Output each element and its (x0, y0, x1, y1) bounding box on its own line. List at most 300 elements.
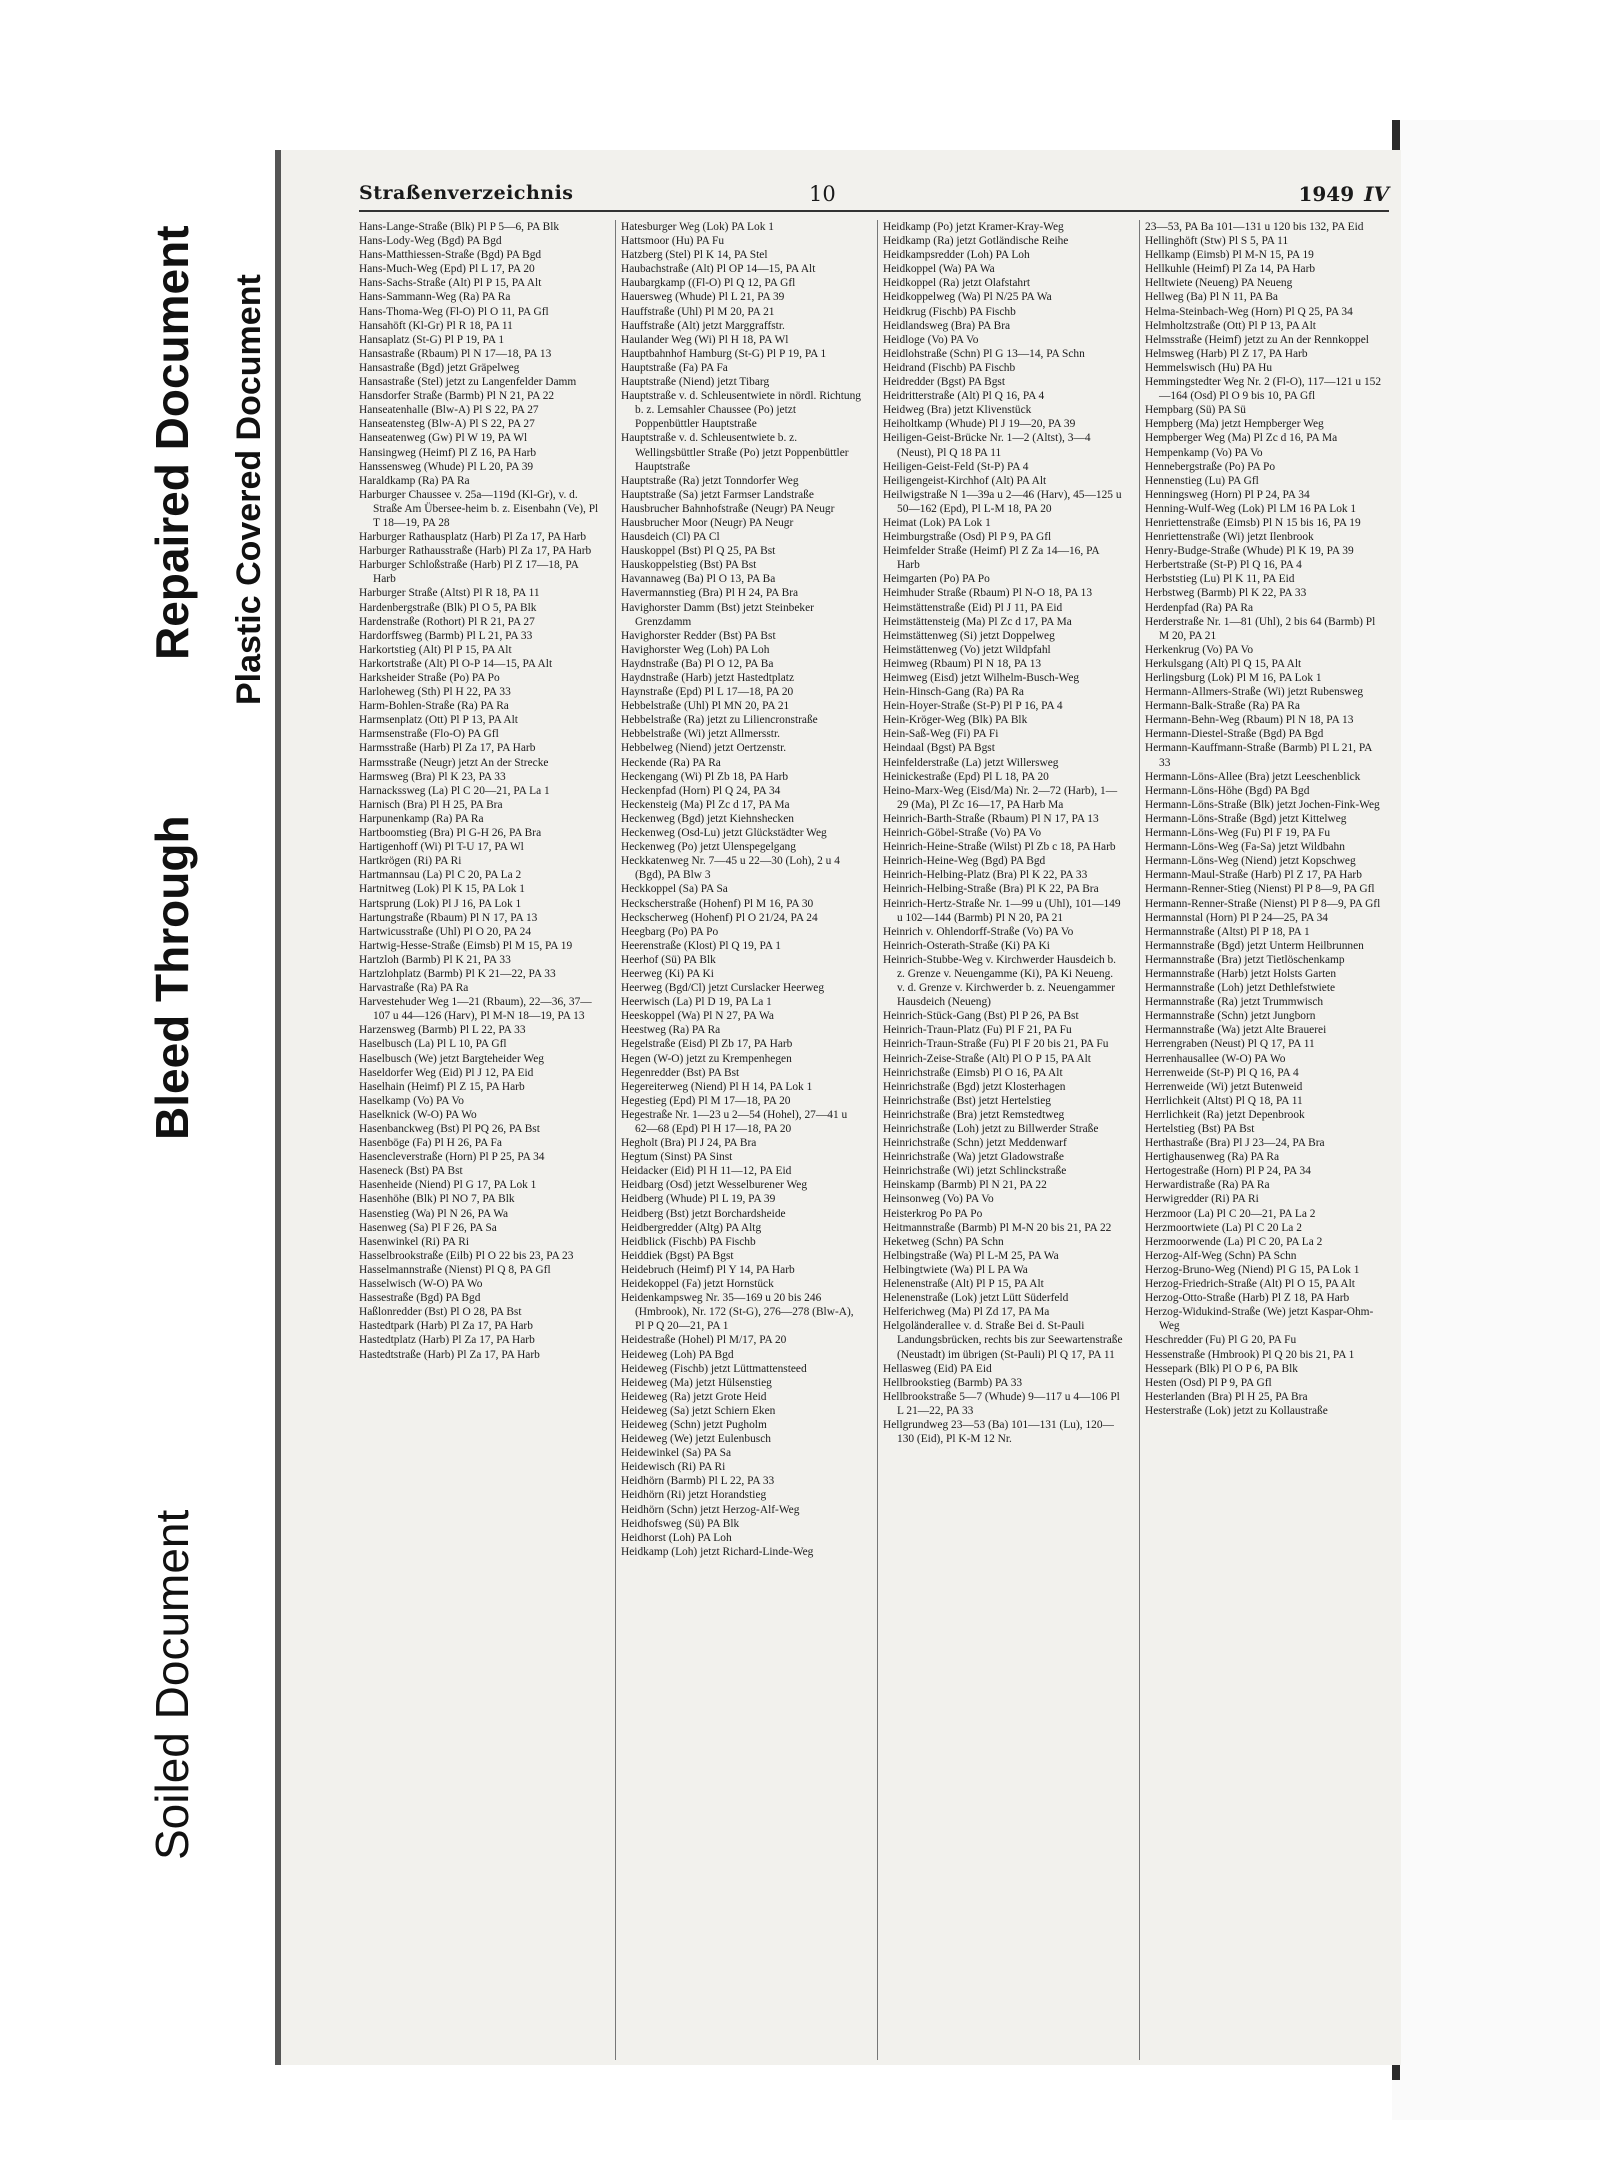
street-entry: Hermann-Löns-Allee (Bra) jetzt Leeschenblick (1145, 770, 1361, 783)
street-entry: Heideweg (Ra) jetzt Grote Heid (621, 1390, 767, 1403)
street-entry: Hastedtpark (Harb) Pl Za 17, PA Harb (359, 1320, 533, 1333)
street-entry: Hans-Thoma-Weg (Fl-O) Pl O 11, PA Gfl (359, 305, 549, 318)
street-entry: Harmsenplatz (Ott) Pl P 13, PA Alt (359, 714, 518, 727)
street-entry: Herzmoortwiete (La) Pl C 20 La 2 (1145, 1221, 1302, 1234)
document-page (275, 150, 1401, 2065)
street-entry: Hellweg (Ba) Pl N 11, PA Ba (1145, 291, 1278, 304)
street-entry: Heidhorst (Loh) PA Loh (621, 1531, 732, 1544)
street-entry: Hansingweg (Heimf) Pl Z 16, PA Harb (359, 446, 537, 459)
street-entry: Helmsstraße (Heimf) jetzt zu An der Rennkoppel (1145, 333, 1369, 346)
street-entry: Hesterlanden (Bra) Pl H 25, PA Bra (1145, 1390, 1308, 1403)
street-entry: Hegestraße Nr. 1—23 u 2—54 (Hohel), 27—41 u 62—68 (Epd) Pl H 17—18, PA 20 (621, 1108, 848, 1135)
street-entry: Herrengraben (Neust) Pl Q 17, PA 11 (1145, 1038, 1315, 1051)
street-entry: Herzmoorwende (La) Pl C 20, PA La 2 (1145, 1235, 1323, 1248)
street-entry: Hermannstraße (Bra) jetzt Tietlöschenkamp (1145, 953, 1345, 966)
street-entry: Hanseatensteg (Blw-A) Pl S 22, PA 27 (359, 418, 535, 431)
street-entry: Heimhuder Straße (Rbaum) Pl N-O 18, PA 13 (883, 587, 1093, 600)
street-entry: Haselknick (W-O) PA Wo (359, 1108, 477, 1121)
street-entry: Heidenkampsweg Nr. 35—169 u 20 bis 246 (Hmbrook), Nr. 172 (St-G), 276—278 (Blw-A), Pl P Q 20—21, PA 1 (621, 1292, 854, 1333)
street-entry: Herrlichkeit (Altst) Pl Q 18, PA 11 (1145, 1094, 1303, 1107)
street-entry: Hertighausenweg (Ra) PA Ra (1145, 1151, 1280, 1164)
street-entry: Hauptbahnhof Hamburg (St-G) Pl P 19, PA 1 (621, 347, 827, 360)
street-entry: Heckkoppel (Sa) PA Sa (621, 883, 728, 896)
street-column-3 (883, 220, 1123, 2060)
street-entry: Haydnstraße (Ba) Pl O 12, PA Ba (621, 657, 774, 670)
street-entry: Haselbusch (We) jetzt Bargteheider Weg (359, 1052, 544, 1065)
street-entry: Heckenweg (Po) jetzt Ulenspegelgang (621, 841, 796, 854)
street-entry: Hastedtstraße (Harb) Pl Za 17, PA Harb (359, 1348, 540, 1361)
street-entry: Heinrichstraße (Wa) jetzt Gladowstraße (883, 1151, 1064, 1164)
street-entry: Harburger Schloßstraße (Harb) Pl Z 17—18, PA Harb (359, 559, 579, 586)
street-entry: Hellinghöft (Stw) Pl S 5, PA 11 (1145, 235, 1289, 248)
volume-numeral: IV (1364, 182, 1389, 206)
street-entry: Heidestraße (Hohel) Pl M/17, PA 20 (621, 1334, 787, 1347)
street-entry: Hartungstraße (Rbaum) Pl N 17, PA 13 (359, 911, 538, 924)
street-entry: Heidebruch (Heimf) Pl Y 14, PA Harb (621, 1263, 795, 1276)
street-entry: Heinrichstraße (Schn) jetzt Meddenwarf (883, 1137, 1067, 1150)
street-entry: Heidewisch (Ri) PA Ri (621, 1461, 726, 1474)
street-entry: Hartwig-Hesse-Straße (Eimsb) Pl M 15, PA 19 (359, 939, 573, 952)
street-entry: Haselkamp (Vo) PA Vo (359, 1094, 464, 1107)
street-entry: Henriettenstraße (Wi) jetzt Ilenbrook (1145, 531, 1314, 544)
street-entry: Hermann-Balk-Straße (Ra) PA Ra (1145, 700, 1300, 713)
street-entry: Heidkoppel (Ra) jetzt Olafstahrt (883, 277, 1031, 290)
street-entry: Heimstättenstraße (Eid) Pl J 11, PA Eid (883, 601, 1063, 614)
street-entry: Heinickestraße (Epd) Pl L 18, PA 20 (883, 770, 1049, 783)
street-entry: Heinrichstraße (Wi) jetzt Schlinckstraße (883, 1165, 1067, 1178)
street-entry: Heinrich-Göbel-Straße (Vo) PA Vo (883, 827, 1042, 840)
street-entry: Hermann-Löns-Straße (Blk) jetzt Jochen-Fink-Weg (1145, 798, 1380, 811)
street-entry: Hasselmannstraße (Nienst) Pl Q 8, PA Gfl (359, 1263, 551, 1276)
street-entry: Heinrichstraße (Eimsb) Pl O 16, PA Alt (883, 1066, 1063, 1079)
street-entry: Heideweg (We) jetzt Eulenbusch (621, 1433, 771, 1446)
street-entry: Hermannstraße (Ra) jetzt Trummwisch (1145, 996, 1324, 1009)
street-entry: Harkortstieg (Alt) Pl P 15, PA Alt (359, 643, 512, 656)
street-entry: Herrenweide (Wi) jetzt Butenweid (1145, 1080, 1303, 1093)
street-entry: Hasselbrookstraße (Eilb) Pl O 22 bis 23, PA 23 (359, 1249, 574, 1262)
street-entry: Haynstraße (Epd) Pl L 17—18, PA 20 (621, 686, 794, 699)
street-entry: Hartkrögen (Ri) PA Ri (359, 855, 462, 868)
street-entry: Harpunenkamp (Ra) PA Ra (359, 812, 484, 825)
street-entry: Hansastraße (Stel) jetzt zu Langenfelder Damm (359, 376, 577, 389)
street-entry: Heidberg (Bst) jetzt Borchardsheide (621, 1207, 786, 1220)
street-entry: Heinrich-Hertz-Straße Nr. 1—99 u (Uhl), 101—149 u 102—144 (Barmb) Pl N 20, PA 21 (883, 897, 1121, 924)
street-entry: Hesten (Osd) Pl P 9, PA Gfl (1145, 1376, 1272, 1389)
street-entry: Helbingstraße (Wa) Pl L-M 25, PA Wa (883, 1249, 1059, 1262)
street-entry: Herrlichkeit (Ra) jetzt Depenbrook (1145, 1108, 1305, 1121)
street-entry: Heidhörn (Schn) jetzt Herzog-Alf-Weg (621, 1503, 800, 1516)
street-entry: Hassestraße (Bgd) PA Bgd (359, 1292, 481, 1305)
street-entry: Hein-Saß-Weg (Fi) PA Fi (883, 728, 999, 741)
street-entry: Harnisch (Bra) Pl H 25, PA Bra (359, 798, 503, 811)
street-entry: Hardenstraße (Rothort) Pl R 21, PA 27 (359, 615, 535, 628)
street-entry: Hermann-Löns-Straße (Bgd) jetzt Kittelweg (1145, 812, 1347, 825)
street-entry: 23—53, PA Ba 101—131 u 120 bis 132, PA Eid (1145, 221, 1364, 233)
street-entry: Herwigredder (Ri) PA Ri (1145, 1193, 1259, 1206)
street-entry: Hessepark (Blk) Pl O P 6, PA Blk (1145, 1362, 1298, 1375)
column-divider (1139, 220, 1140, 2060)
street-entry: Hermann-Maul-Straße (Harb) Pl Z 17, PA Harb (1145, 869, 1362, 882)
street-entry: Herrenweide (St-P) Pl Q 16, PA 4 (1145, 1066, 1299, 1079)
street-entry: Herthastraße (Bra) Pl J 23—24, PA Bra (1145, 1137, 1325, 1150)
street-entry: Heimstättenweg (Vo) jetzt Wildpfahl (883, 643, 1051, 656)
street-entry: Hasenweg (Sa) Pl F 26, PA Sa (359, 1221, 497, 1234)
street-entry: Heidberg (Whude) Pl L 19, PA 39 (621, 1193, 776, 1206)
street-entry: Hatzberg (Stel) Pl K 14, PA Stel (621, 249, 768, 262)
street-entry: Haraldkamp (Ra) PA Ra (359, 474, 470, 487)
street-entry: Helmsweg (Harb) Pl Z 17, PA Harb (1145, 347, 1308, 360)
street-entry: Heinrichstraße (Loh) jetzt zu Billwerder Straße (883, 1123, 1099, 1135)
street-entry: Heiddiek (Bgst) PA Bgst (621, 1249, 734, 1262)
street-entry: Hardenbergstraße (Blk) Pl O 5, PA Blk (359, 601, 537, 614)
street-entry: Hessenstraße (Hmbrook) Pl Q 20 bis 21, PA 1 (1145, 1348, 1355, 1361)
street-entry: Hempberger Weg (Ma) Pl Zc d 16, PA Ma (1145, 432, 1338, 445)
street-entry: Hebbelstraße (Uhl) Pl MN 20, PA 21 (621, 700, 790, 713)
street-entry: Harburger Rathausstraße (Harb) Pl Za 17, PA Harb (359, 545, 592, 558)
street-entry: Heinrich-Heine-Weg (Bgd) PA Bgd (883, 855, 1046, 868)
street-entry: Heimweg (Eisd) jetzt Wilhelm-Busch-Weg (883, 672, 1080, 684)
street-entry: Heinrich-Traun-Straße (Fu) Pl F 20 bis 21, PA Fu (883, 1038, 1109, 1051)
header-rule (359, 210, 1389, 212)
street-entry: Hansahöft (Kl-Gr) Pl R 18, PA 11 (359, 319, 513, 332)
street-entry: Hemmingstedter Weg Nr. 2 (Fl-O), 117—121 u 152—164 (Osd) Pl O 9 bis 10, PA Gfl (1145, 376, 1382, 403)
street-entry: Heidblick (Fischb) PA Fischb (621, 1235, 756, 1248)
column-divider (877, 220, 878, 2060)
street-column-1 (359, 220, 599, 2060)
street-entry: Harmsstraße (Harb) Pl Za 17, PA Harb (359, 742, 536, 755)
street-entry: Helltwiete (Neueng) PA Neueng (1145, 277, 1293, 290)
street-entry: Hermann-Renner-Straße (Nienst) Pl P 8—9, PA Gfl (1145, 897, 1381, 910)
street-entry: Heinrich-Stubbe-Weg v. Kirchwerder Hausdeich b. z. Grenze v. Neuengamme (Ki), PA Ki Neueng. v. d. Grenze v. Kirchwerder b. z. Neuengammer Hausdeich (Neueng) (883, 953, 1117, 1009)
street-entry: Heidritterstraße (Alt) Pl Q 16, PA 4 (883, 390, 1045, 403)
street-entry: Hauptstraße (Sa) jetzt Farmser Landstraße (621, 488, 814, 501)
street-entry: Heinrich-Barth-Straße (Rbaum) Pl N 17, PA 13 (883, 812, 1099, 825)
street-entry: Hartzlohplatz (Barmb) Pl K 21—22, PA 33 (359, 967, 556, 980)
street-entry: Hermann-Behn-Weg (Rbaum) Pl N 18, PA 13 (1145, 714, 1354, 727)
street-entry: Heketweg (Schn) PA Schn (883, 1235, 1004, 1248)
label-bleed-through: Bleed Through (146, 815, 198, 1140)
street-entry: Hausdeich (Cl) PA Cl (621, 531, 720, 544)
street-entry: Hauffstraße (Alt) jetzt Marggraffstr. (621, 319, 785, 332)
street-entry: Heckenweg (Bgd) jetzt Kiehnshecken (621, 812, 795, 825)
street-entry: Helma-Steinbach-Weg (Horn) Pl Q 25, PA 34 (1145, 305, 1353, 318)
street-entry: Hermann-Löns-Weg (Fa-Sa) jetzt Wildbahn (1145, 841, 1345, 854)
street-entry: Herzog-Widukind-Straße (We) jetzt Kaspar-Ohm-Weg (1145, 1306, 1374, 1333)
street-entry: Hellasweg (Eid) PA Eid (883, 1362, 992, 1375)
street-entry: Hanssensweg (Whude) Pl L 20, PA 39 (359, 460, 534, 473)
street-entry: Herzog-Bruno-Weg (Niend) Pl G 15, PA Lok 1 (1145, 1263, 1360, 1276)
street-entry: Herrenhausallee (W-O) PA Wo (1145, 1052, 1286, 1065)
street-entry: Heidbergredder (Altg) PA Altg (621, 1221, 762, 1234)
street-entry: Hegholt (Bra) Pl J 24, PA Bra (621, 1137, 757, 1150)
street-entry: Hellbrookstraße 5—7 (Whude) 9—117 u 4—106 Pl L 21—22, PA 33 (883, 1390, 1120, 1417)
street-entry: Havighorster Weg (Loh) PA Loh (621, 643, 770, 656)
street-entry: Hermannstraße (Altst) Pl P 18, PA 1 (1145, 925, 1310, 938)
street-entry: Heckengang (Wi) Pl Zb 18, PA Harb (621, 770, 789, 783)
street-entry: Heiligen-Geist-Feld (St-P) PA 4 (883, 460, 1029, 473)
street-entry: Hans-Sachs-Straße (Alt) Pl P 15, PA Alt (359, 277, 542, 290)
street-entry: Heeskoppel (Wa) Pl N 27, PA Wa (621, 1010, 774, 1023)
street-entry: Harloheweg (Sth) Pl H 22, PA 33 (359, 686, 511, 699)
street-entry: Heiholtkamp (Whude) Pl J 19—20, PA 39 (883, 418, 1076, 431)
street-entry: Heidkamp (Po) jetzt Kramer-Kray-Weg (883, 221, 1064, 233)
street-entry: Helferichweg (Ma) Pl Zd 17, PA Ma (883, 1306, 1050, 1319)
street-entry: Heinrich-Stück-Gang (Bst) Pl P 26, PA Bst (883, 1010, 1079, 1023)
street-entry: Heschredder (Fu) Pl G 20, PA Fu (1145, 1334, 1297, 1347)
street-entry: Heinrich-Osterath-Straße (Ki) PA Ki (883, 939, 1050, 952)
street-entry: Heinrichstraße (Bgd) jetzt Klosterhagen (883, 1080, 1066, 1093)
street-entry: Heidkamp (Ra) jetzt Gotländische Reihe (883, 235, 1069, 248)
street-entry: Hermannstraße (Wa) jetzt Alte Brauerei (1145, 1024, 1327, 1037)
street-entry: Heckscherstraße (Hohenf) Pl M 16, PA 30 (621, 897, 814, 910)
street-entry: Harnackssweg (La) Pl C 20—21, PA La 1 (359, 784, 550, 797)
street-entry: Hardorffsweg (Barmb) Pl L 21, PA 33 (359, 629, 533, 642)
street-entry: Hermann-Allmers-Straße (Wi) jetzt Rubensweg (1145, 686, 1364, 699)
street-entry: Hanseatenweg (Gw) Pl W 19, PA Wl (359, 432, 528, 445)
street-entry: Hauffstraße (Uhl) Pl M 20, PA 21 (621, 305, 775, 318)
street-entry: Heinskamp (Barmb) Pl N 21, PA 22 (883, 1179, 1047, 1192)
street-entry: Herdenpfad (Ra) PA Ra (1145, 601, 1254, 614)
street-entry: Hartboomstieg (Bra) Pl G-H 26, PA Bra (359, 827, 542, 840)
street-entry: Hatesburger Weg (Lok) PA Lok 1 (621, 221, 774, 233)
label-repaired-document: Repaired Document (146, 225, 198, 660)
facing-page-edge (1392, 120, 1600, 2120)
street-entry: Harmsstraße (Neugr) jetzt An der Strecke (359, 756, 549, 769)
street-entry: Heinrich-Heine-Straße (Wilst) Pl Zb c 18, PA Harb (883, 841, 1116, 854)
street-entry: Hartsprung (Lok) Pl J 16, PA Lok 1 (359, 897, 522, 910)
street-entry: Henningsweg (Horn) Pl P 24, PA 34 (1145, 488, 1310, 501)
street-entry: Hebbelstraße (Wi) jetzt Allmersstr. (621, 728, 780, 741)
street-entry: Herbststieg (Lu) Pl K 11, PA Eid (1145, 573, 1295, 586)
street-entry: Hegenredder (Bst) PA Bst (621, 1066, 740, 1079)
street-entry: Heidloge (Vo) PA Vo (883, 333, 979, 346)
street-entry: Hermann-Löns-Weg (Fu) Pl F 19, PA Fu (1145, 827, 1331, 840)
street-entry: Harvastraße (Ra) PA Ra (359, 982, 469, 995)
street-entry: Herbertstraße (St-P) Pl Q 16, PA 4 (1145, 559, 1302, 572)
street-entry: Herkenkrug (Vo) PA Vo (1145, 643, 1254, 656)
street-entry: Hegelstraße (Eisd) Pl Zb 17, PA Harb (621, 1038, 793, 1051)
street-entry: Hegestieg (Epd) Pl M 17—18, PA 20 (621, 1094, 791, 1107)
street-entry: Henry-Budge-Straße (Whude) Pl K 19, PA 39 (1145, 545, 1354, 558)
street-entry: Heerenstraße (Klost) Pl Q 19, PA 1 (621, 939, 781, 952)
street-entry: Heerwisch (La) Pl D 19, PA La 1 (621, 996, 772, 1009)
street-entry: Harkortstraße (Alt) Pl O-P 14—15, PA Alt (359, 657, 553, 670)
street-entry: Hasenwinkel (Ri) PA Ri (359, 1235, 470, 1248)
street-entry: Hesterstraße (Lok) jetzt zu Kollaustraße (1145, 1404, 1328, 1417)
street-entry: Hempbarg (Sü) PA Sü (1145, 404, 1246, 417)
street-entry: Hempberg (Ma) jetzt Hempberger Weg (1145, 418, 1324, 431)
street-entry: Hauskoppel (Bst) Pl Q 25, PA Bst (621, 545, 776, 558)
street-entry: Heidweg (Bra) jetzt Klivenstück (883, 404, 1032, 417)
street-entry: Heidhörn (Ri) jetzt Horandstieg (621, 1489, 767, 1502)
street-entry: Hermannstal (Horn) Pl P 24—25, PA 34 (1145, 911, 1328, 924)
classification-sidebar (0, 0, 270, 2177)
street-entry: Heiligengeist-Kirchhof (Alt) PA Alt (883, 474, 1047, 487)
street-entry: Heimburgstraße (Osd) Pl P 9, PA Gfl (883, 531, 1052, 544)
street-entry: Heilwigstraße N 1—39a u 2—46 (Harv), 45—125 u 50—162 (Epd), Pl L-M 18, PA 20 (883, 488, 1122, 515)
street-entry: Heimweg (Rbaum) Pl N 18, PA 13 (883, 657, 1042, 670)
street-entry: Hans-Sammann-Weg (Ra) PA Ra (359, 291, 511, 304)
street-entry: Haßlonredder (Bst) Pl O 28, PA Bst (359, 1306, 522, 1319)
street-entry: Herzmoor (La) Pl C 20—21, PA La 2 (1145, 1207, 1316, 1220)
street-entry: Hellbrookstieg (Barmb) PA 33 (883, 1376, 1023, 1389)
street-entry: Hauptstraße (Fa) PA Fa (621, 361, 728, 374)
street-entry: Herderstraße Nr. 1—81 (Uhl), 2 bis 64 (Barmb) Pl M 20, PA 21 (1145, 615, 1376, 642)
street-entry: Hein-Hinsch-Gang (Ra) PA Ra (883, 686, 1024, 699)
street-entry: Heimgarten (Po) PA Po (883, 573, 990, 586)
street-entry: Hasencleverstraße (Horn) Pl P 25, PA 34 (359, 1151, 545, 1164)
street-entry: Hansastraße (Bgd) jetzt Gräpelweg (359, 361, 520, 374)
street-entry: Hausbrucher Moor (Neugr) PA Neugr (621, 516, 794, 529)
street-entry: Harburger Chaussee v. 25a—119d (Kl-Gr), v. d. Straße Am Übersee-heim b. z. Eisenbahn (Ve), Pl T 18—19, PA 28 (359, 488, 599, 529)
street-entry: Hermann-Kauffmann-Straße (Barmb) Pl L 21, PA 33 (1145, 742, 1372, 769)
street-entry: Hartwicusstraße (Uhl) Pl O 20, PA 24 (359, 925, 532, 938)
street-entry: Heideweg (Loh) PA Bgd (621, 1348, 734, 1361)
street-entry: Hempenkamp (Vo) PA Vo (1145, 446, 1263, 459)
street-entry: Hennebergstraße (Po) PA Po (1145, 460, 1276, 473)
street-entry: Heimfelder Straße (Heimf) Pl Z Za 14—16, PA Harb (883, 545, 1099, 572)
street-entry: Heidkampsredder (Loh) PA Loh (883, 249, 1030, 262)
street-entry: Hermann-Renner-Stieg (Nienst) Pl P 8—9, PA Gfl (1145, 883, 1375, 896)
street-entry: Heidkamp (Loh) jetzt Richard-Linde-Weg (621, 1545, 814, 1558)
page-year: 1949 IV (1298, 182, 1389, 206)
street-entry: Heckenweg (Osd-Lu) jetzt Glückstädter Weg (621, 827, 827, 840)
street-entry: Haseneck (Bst) PA Bst (359, 1165, 463, 1178)
street-entry: Hartmannsau (La) Pl C 20, PA La 2 (359, 869, 522, 882)
street-entry: Henning-Wulf-Weg (Lok) Pl LM 16 PA Lok 1 (1145, 502, 1357, 515)
street-entry: Hartzloh (Barmb) Pl K 21, PA 33 (359, 953, 511, 966)
street-entry: Hellkuhle (Heimf) Pl Za 14, PA Harb (1145, 263, 1316, 276)
street-entry: Haselhain (Heimf) Pl Z 15, PA Harb (359, 1080, 525, 1093)
street-entry: Heidewinkel (Sa) PA Sa (621, 1447, 731, 1460)
street-entry: Heindaal (Bgst) PA Bgst (883, 742, 995, 755)
street-entry: Hertelstieg (Bst) PA Bst (1145, 1123, 1255, 1135)
street-entry: Heckkatenweg Nr. 7—45 u 22—30 (Loh), 2 u 4 (Bgd), PA Blw 3 (621, 855, 840, 882)
street-entry: Hellkamp (Eimsb) Pl M-N 15, PA 19 (1145, 249, 1314, 262)
street-entry: Heinrich-Helbing-Straße (Bra) Pl K 22, PA Bra (883, 883, 1099, 896)
street-entry: Hegtum (Sinst) PA Sinst (621, 1151, 733, 1164)
street-entry: Heinrich v. Ohlendorff-Straße (Vo) PA Vo (883, 925, 1074, 938)
street-entry: Hegen (W-O) jetzt zu Krempenhegen (621, 1052, 792, 1065)
street-entry: Henriettenstraße (Eimsb) Pl N 15 bis 16, PA 19 (1145, 516, 1361, 529)
street-entry: Heisterkrog Po PA Po (883, 1207, 983, 1220)
street-entry: Haubachstraße (Alt) Pl OP 14—15, PA Alt (621, 263, 816, 276)
street-entry: Hegereiterweg (Niend) Pl H 14, PA Lok 1 (621, 1080, 813, 1093)
street-entry: Hans-Lody-Weg (Bgd) PA Bgd (359, 235, 502, 248)
street-entry: Heidkrug (Fischb) PA Fischb (883, 305, 1016, 318)
street-entry: Haseldorfer Weg (Eid) Pl J 12, PA Eid (359, 1066, 534, 1079)
street-entry: Hebbelstraße (Ra) jetzt zu Liliencronstraße (621, 714, 818, 727)
street-entry: Hauptstraße (Ra) jetzt Tonndorfer Weg (621, 474, 799, 487)
street-entry: Hein-Kröger-Weg (Blk) PA Blk (883, 714, 1028, 727)
street-entry: Heideweg (Sa) jetzt Schiern Eken (621, 1404, 776, 1417)
street-entry: Heckende (Ra) PA Ra (621, 756, 721, 769)
street-entry: Havannaweg (Ba) Pl O 13, PA Ba (621, 573, 776, 586)
street-entry: Heidacker (Eid) Pl H 11—12, PA Eid (621, 1165, 792, 1178)
street-entry: Hastedtplatz (Harb) Pl Za 17, PA Harb (359, 1334, 535, 1347)
street-entry: Heimstättensteig (Ma) Pl Zc d 17, PA Ma (883, 615, 1072, 628)
street-entry: Herzog-Alf-Weg (Schn) PA Schn (1145, 1249, 1297, 1262)
street-entry: Hauersweg (Whude) Pl L 21, PA 39 (621, 291, 785, 304)
street-entry: Hemmelswisch (Hu) PA Hu (1145, 361, 1273, 374)
street-entry: Heino-Marx-Weg (Eisd/Ma) Nr. 2—72 (Harb), 1—29 (Ma), Pl Zc 16—17, PA Harb Ma (883, 784, 1118, 811)
street-entry: Harvestehuder Weg 1—21 (Rbaum), 22—36, 37—107 u 44—126 (Harv), Pl M-N 18—19, PA 13 (359, 996, 592, 1023)
street-entry: Hans-Matthiessen-Straße (Bgd) PA Bgd (359, 249, 542, 262)
street-entry: Hertogestraße (Horn) Pl P 24, PA 34 (1145, 1165, 1311, 1178)
street-entry: Havermannstieg (Bra) Pl H 24, PA Bra (621, 587, 799, 600)
street-entry: Heidredder (Bgst) PA Bgst (883, 376, 1006, 389)
street-entry: Hermannstraße (Schn) jetzt Jungborn (1145, 1010, 1316, 1023)
street-entry: Heinrich-Helbing-Platz (Bra) Pl K 22, PA 33 (883, 869, 1088, 882)
street-entry: Hellgrundweg 23—53 (Ba) 101—131 (Lu), 120—130 (Eid), Pl K-M 12 Nr. (883, 1418, 1114, 1446)
street-entry: Heimstättenweg (Si) jetzt Doppelweg (883, 629, 1055, 642)
street-entry: Harm-Bohlen-Straße (Ra) PA Ra (359, 700, 509, 713)
street-entry: Hartnitweg (Lok) Pl K 15, PA Lok 1 (359, 883, 526, 896)
street-entry: Heidbarg (Osd) jetzt Wesselburener Weg (621, 1179, 808, 1192)
street-entry: Hermannstraße (Bgd) jetzt Unterm Heilbrunnen (1145, 939, 1364, 952)
street-entry: Helenenstraße (Lok) jetzt Lütt Süderfeld (883, 1292, 1069, 1305)
street-entry: Hattsmoor (Hu) PA Fu (621, 235, 725, 248)
street-entry: Helgoländerallee v. d. Straße Bei d. St-Pauli Landungsbrücken, rechts bis zur Seewartenstraße (Neustadt) im übrigen (St-Pauli) Pl Q 17, PA 11 (883, 1320, 1123, 1361)
page-number: 10 (809, 182, 836, 206)
street-entry: Herbstweg (Barmb) Pl K 22, PA 33 (1145, 587, 1307, 600)
street-entry: Heckensteig (Ma) Pl Zc d 17, PA Ma (621, 798, 790, 811)
street-entry: Hasenstieg (Wa) Pl N 26, PA Wa (359, 1207, 509, 1220)
street-entry: Haydnstraße (Harb) jetzt Hastedtplatz (621, 672, 795, 684)
street-entry: Heinsonweg (Vo) PA Vo (883, 1193, 994, 1206)
street-entry: Heiligen-Geist-Brücke Nr. 1—2 (Altst), 3—4 (Neust), Pl Q 18 PA 11 (883, 432, 1091, 459)
street-entry: Hansdorfer Straße (Barmb) Pl N 21, PA 22 (359, 390, 555, 403)
street-entry: Heerweg (Ki) PA Ki (621, 967, 714, 980)
street-entry: Havighorster Damm (Bst) jetzt Steinbeker Grenzdamm (621, 601, 814, 628)
street-entry: Havighorster Redder (Bst) PA Bst (621, 629, 776, 642)
page-header (359, 182, 1389, 212)
street-entry: Heidrand (Fischb) PA Fischb (883, 361, 1016, 374)
street-column-2 (621, 220, 861, 2060)
street-entry: Hennenstieg (Lu) PA Gfl (1145, 474, 1259, 487)
street-entry: Harzensweg (Barmb) Pl L 22, PA 33 (359, 1024, 526, 1037)
street-entry: Herkulsgang (Alt) Pl Q 15, PA Alt (1145, 657, 1302, 670)
street-entry: Hasenheide (Niend) Pl G 17, PA Lok 1 (359, 1179, 537, 1192)
street-entry: Haselbusch (La) Pl L 10, PA Gfl (359, 1038, 507, 1051)
street-entry: Harmsweg (Bra) Pl K 23, PA 33 (359, 770, 506, 783)
street-entry: Heinfelderstraße (La) jetzt Willersweg (883, 756, 1059, 769)
label-plastic-covered-document: Plastic Covered Document (230, 274, 268, 705)
column-divider (615, 220, 616, 2060)
street-entry: Hasenhöhe (Blk) Pl NO 7, PA Blk (359, 1193, 515, 1206)
street-entry: Herzog-Otto-Straße (Harb) Pl Z 18, PA Harb (1145, 1292, 1350, 1305)
street-entry: Hartigenhoff (Wi) Pl T-U 17, PA Wl (359, 841, 524, 854)
street-entry: Hermannstraße (Loh) jetzt Dethlefstwiete (1145, 982, 1336, 995)
street-entry: Heestweg (Ra) PA Ra (621, 1024, 721, 1037)
street-entry: Heinrich-Traun-Platz (Fu) Pl F 21, PA Fu (883, 1024, 1072, 1037)
street-entry: Hansaplatz (St-G) Pl P 19, PA 1 (359, 333, 505, 346)
street-entry: Hauskoppelstieg (Bst) PA Bst (621, 559, 757, 572)
street-entry: Heidkoppelweg (Wa) Pl N/25 PA Wa (883, 291, 1052, 304)
street-entry: Hasselwisch (W-O) PA Wo (359, 1278, 483, 1291)
street-entry: Heidkoppel (Wa) PA Wa (883, 263, 995, 276)
street-entry: Hansastraße (Rbaum) Pl N 17—18, PA 13 (359, 347, 552, 360)
street-entry: Heitmannstraße (Barmb) Pl M-N 20 bis 21, PA 22 (883, 1221, 1112, 1234)
street-entry: Hermann-Löns-Höhe (Bgd) PA Bgd (1145, 784, 1310, 797)
street-entry: Heinrichstraße (Bra) jetzt Remstedtweg (883, 1108, 1065, 1121)
street-entry: Heinrich-Zeise-Straße (Alt) Pl O P 15, PA Alt (883, 1052, 1091, 1065)
street-entry: Herlingsburg (Lok) Pl M 16, PA Lok 1 (1145, 672, 1322, 684)
street-entry: Haulander Weg (Wi) Pl H 18, PA Wl (621, 333, 789, 346)
street-entry: Hein-Hoyer-Straße (St-P) Pl P 16, PA 4 (883, 700, 1063, 713)
street-entry: Herzog-Friedrich-Straße (Alt) Pl O 15, PA Alt (1145, 1278, 1355, 1291)
street-entry: Hauptstraße v. d. Schleusentwiete in nördl. Richtung b. z. Lemsahler Chaussee (Po) jetzt Poppenbüttler Hauptstraße (621, 390, 861, 431)
